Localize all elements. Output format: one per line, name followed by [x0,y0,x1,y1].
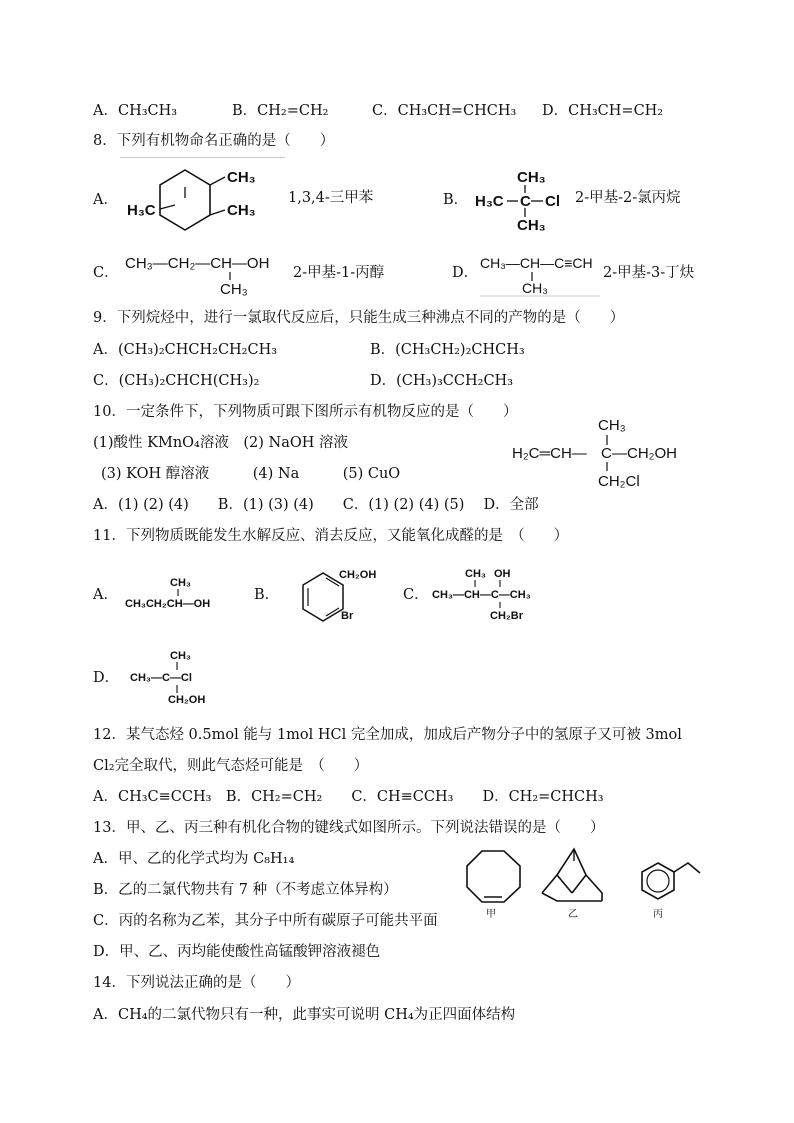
q8-option-b-name: 2-甲基-2-氯丙烷 [575,190,681,206]
q10-structure [512,414,692,494]
fig-label-jia: 甲 [486,909,496,920]
svg-text:CH₂OH: CH₂OH [339,569,377,581]
q8-stem: 8．下列有机物命名正确的是（ ） [93,133,335,149]
q8-a-ch3-right: CH₃ [227,202,256,219]
q14-option-a: A．CH₄的二氯代物只有一种，此事实可说明 CH₄为正四面体结构 [93,1007,516,1023]
q12-stem-2: Cl₂完全取代，则此气态烃可能是 （ ） [93,758,369,774]
q13-stem: 13．甲、乙、丙三种有机化合物的键线式如图所示。下列说法错误的是（ ） [93,820,605,836]
q13-option-d: D．甲、乙、丙均能使酸性高锰酸钾溶液褪色 [93,944,381,960]
q7-option-a: A．CH₃CH₃ [93,103,178,119]
q8-option-d-name: 2-甲基-3-丁炔 [603,265,695,281]
q8-b-structure [473,166,578,236]
svg-text:H₃C: H₃C [475,193,504,210]
q11-b-structure [283,563,393,628]
q8-a-structure [125,160,285,240]
q8-d-structure [480,251,605,299]
fig-label-yi: 乙 [568,909,578,920]
svg-text:Cl: Cl [545,193,560,210]
svg-text:CH₃: CH₃ [170,650,191,662]
svg-text:CH₃: CH₃ [220,281,248,298]
q10-reagents-2: (3) KOH 醇溶液 (4) Na (5) CuO [101,466,401,482]
q9-stem: 9．下列烷烃中，进行一氯取代反应后，只能生成三种沸点不同的产物的是（ ） [93,310,625,326]
svg-text:H₂C═CH—: H₂C═CH— [512,445,587,462]
q8-c-structure [125,250,295,300]
svg-text:CH₃—C—Cl: CH₃—C—Cl [130,672,192,684]
q8-option-d-label: D． [452,265,479,281]
fig-label-bing: 丙 [653,909,663,920]
svg-text:C: C [520,193,531,210]
svg-text:Br: Br [341,610,354,622]
svg-text:CH₂Br: CH₂Br [490,610,523,622]
q9-option-a: A．(CH₃)₂CHCH₂CH₂CH₃ [93,342,278,358]
q8-option-c-name: 2-甲基-1-丙醇 [293,265,385,281]
q13-figure [462,843,712,923]
svg-text:C: C [601,445,612,462]
svg-text:CH₃—CH—C—CH₃: CH₃—CH—C—CH₃ [432,589,531,601]
q11-c-structure [432,566,547,626]
q10-stem: 10．一定条件下，下列物质可跟下图所示有机物反应的是（ ） [93,404,518,420]
svg-text:—CH₂OH: —CH₂OH [612,445,677,462]
q9-option-b: B．(CH₃CH₂)₂CHCH₃ [370,342,525,358]
q8-option-a-name: 1,3,4-三甲苯 [288,190,374,206]
q11-stem: 11．下列物质既能发生水解反应、消去反应，又能氧化成醛的是 （ ） [93,528,569,544]
svg-text:CH₃: CH₃ [517,169,546,186]
svg-text:CH₂Cl: CH₂Cl [598,473,640,490]
q9-option-d: D．(CH₃)₃CCH₂CH₃ [370,373,514,389]
q12-stem-1: 12．某气态烃 0.5mol 能与 1mol HCl 完全加成，加成后产物分子中的氢原子又可被 3mol [93,727,682,743]
svg-text:CH₃: CH₃ [170,577,191,589]
svg-text:CH₃: CH₃ [465,568,486,580]
q11-option-d-label: D． [93,670,120,686]
divider [120,157,285,158]
q11-d-structure [130,646,220,708]
q13-option-b: B．乙的二氯代物共有 7 种（不考虑立体异构） [93,882,398,898]
q11-option-a-label: A． [93,587,118,603]
svg-text:CH₃: CH₃ [517,217,546,234]
svg-text:CH₃—CH₂—CH—OH: CH₃—CH₂—CH—OH [125,255,270,272]
svg-text:CH₃—CH—C≡CH: CH₃—CH—C≡CH [480,255,593,271]
q11-option-c-label: C． [403,587,429,603]
q8-a-h3c: H₃C [127,202,156,219]
svg-text:CH₃CH₂CH—OH: CH₃CH₂CH—OH [125,598,211,610]
q11-a-structure [125,575,225,615]
q10-options: A．(1) (2) (4) B．(1) (3) (4) C．(1) (2) (4) (5) D．全部 [93,497,539,513]
q7-option-b: B．CH₂=CH₂ [232,103,329,119]
q8-option-c-label: C． [93,265,119,281]
q13-option-c: C．丙的名称为乙苯，其分子中所有碳原子可能共平面 [93,913,438,929]
q9-option-c: C．(CH₃)₂CHCH(CH₃)₂ [93,373,260,389]
svg-text:CH₃: CH₃ [598,417,626,434]
q12-options: A．CH₃C≡CCH₃ B．CH₂=CH₂ C．CH≡CCH₃ D．CH₂=CHCH₃ [93,789,604,805]
q7-option-c: C．CH₃CH=CHCH₃ [372,103,517,119]
svg-text:CH₃: CH₃ [522,280,548,296]
q10-reagents-1: (1)酸性 KMnO₄溶液 (2) NaOH 溶液 [93,435,348,451]
q7-option-d: D．CH₃CH=CH₂ [542,103,664,119]
q13-option-a: A．甲、乙的化学式均为 C₈H₁₄ [93,851,295,867]
svg-text:OH: OH [494,568,511,580]
q8-a-ch3-top: CH₃ [227,169,256,186]
svg-text:CH₂OH: CH₂OH [168,694,206,706]
q11-option-b-label: B． [254,587,280,603]
q8-option-b-label: B． [443,192,469,208]
q14-stem: 14．下列说法正确的是（ ） [93,975,300,991]
q8-option-a-label: A． [93,192,118,208]
